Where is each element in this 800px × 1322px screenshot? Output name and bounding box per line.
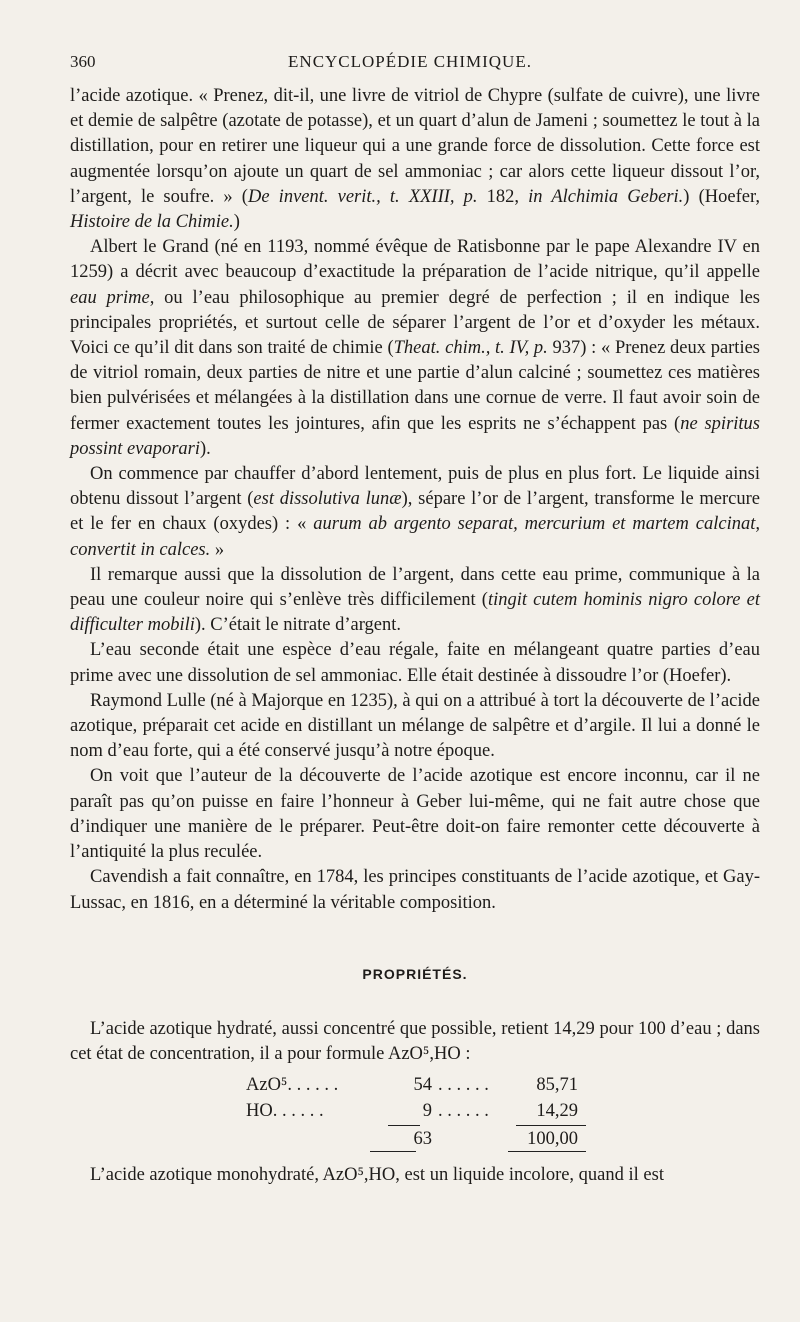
table-row: HO. . . . . . 9 . . . . . . 14,29 [246, 1101, 578, 1122]
paragraph-7: On voit que l’auteur de la découverte de l’acide azotique est encore inconnu, car il ne paraît pas qu’on puisse en faire l’honneur à Geber lui-même, qui ne fait autre chose que d’indiquer une manière de le préparer. Peut-être doit-on faire remonter cette découverte à l’antiquité la plus reculée. [70, 766, 760, 863]
table-row: AzO⁵. . . . . . 54 . . . . . . 85,71 [246, 1075, 578, 1096]
paragraph-2: Albert le Grand (né en 1193, nommé évêque de Ratisbonne par le pape Alexandre IV en 1259) a décrit avec beaucoup d’exactitude la préparation de l’acide nitrique, qu’il appelle eau prime, ou l’eau philosophique au premier degré de perfection ; il en indique les principales propriétés, et surtout celle de séparer l’argent de l’or et d’oxyder les métaux. Voici ce qu’il dit dans son traité de chimie (Theat. chim., t. IV, p. 937) : « Prenez deux parties de vitriol romain, deux parties de nitre et une partie d’alun calciné ; soumettez ces matières bien pulvérisées et mélangées à la distillation dans une cornue de verre. Il faut avoir soin de fermer exactement toutes les jointures, afin que les esprits ne s’échappent pas (ne spiritus possint evaporari). [70, 237, 761, 459]
paragraph-3: On commence par chauffer d’abord lentement, puis de plus en plus fort. Le liquide ainsi obtenu dissout l’argent (est dissolutiva lunæ), sépare l’or de l’argent, transforme le mercure et le fer en chaux (oxydes) : « aurum ab argento separat, mercurium et martem calcinat, convertit in calces. » [70, 464, 760, 560]
sum-rule [388, 1125, 420, 1126]
section-heading: PROPRIÉTÉS. [362, 965, 468, 982]
page-header [70, 52, 750, 76]
paragraph-8: Cavendish a fait connaître, en 1784, les principes constituants de l’acide azotique, et Gay-Lussac, en 1816, en a déterminé la véritable composition. [70, 867, 760, 913]
total-rule [370, 1151, 416, 1152]
total-rule [508, 1151, 586, 1152]
page-number: 360 [70, 52, 96, 71]
running-title: ENCYCLOPÉDIE CHIMIQUE. [288, 52, 532, 71]
paragraph-5: L’eau seconde était une espèce d’eau régale, faite en mélangeant quatre parties d’eau prime avec une dissolution de sel ammoniac. Elle était destinée à dissoudre l’or (Hoefer). [70, 640, 760, 686]
composition-table [70, 1073, 760, 1155]
paragraph-10: L’acide azotique monohydraté, AzO⁵,HO, est un liquide incolore, quand il est [90, 1165, 664, 1186]
body-text [70, 84, 760, 1189]
paragraph-4: Il remarque aussi que la dissolution de l’argent, dans cette eau prime, communique à la peau une couleur noire qui s’enlève très difficilement (tingit cutem hominis nigro colore et difficulter mobili). C’était le nitrate d’argent. [70, 564, 760, 636]
paragraph-1: l’acide azotique. « Prenez, dit-il, une livre de vitriol de Chypre (sulfate de cuivre), une livre et demie de salpêtre (azotate de potasse), et un quart d’alun de Jameni ; soumettez le tout à la distillation, pour en retirer une liqueur qui a une grande force de dissolution. Cette force est augmentée lorsqu’on ajoute un quart de sel ammoniac ; car alors cette liqueur dissout l’or, l’argent, le soufre. » (De invent. verit., t. XXIII, p. 182, in Alchimia Geberi.) (Hoefer, Histoire de la Chimie.) [70, 86, 760, 233]
paragraph-6: Raymond Lulle (né à Majorque en 1235), à qui on a attribué à tort la découverte de l’acide azotique, préparait cet acide en distillant un mélange de salpêtre et d’argile. Il lui a donné le nom d’eau forte, qui a été conservé jusqu’à notre époque. [70, 690, 760, 762]
table-total-row: 63 100,00 [413, 1129, 578, 1150]
sum-rule [516, 1125, 586, 1126]
paragraph-9: L’acide azotique hydraté, aussi concentré que possible, retient 14,29 pour 100 d’eau ; dans cet état de concentration, il a pour formule AzO⁵,HO : [70, 1018, 760, 1065]
